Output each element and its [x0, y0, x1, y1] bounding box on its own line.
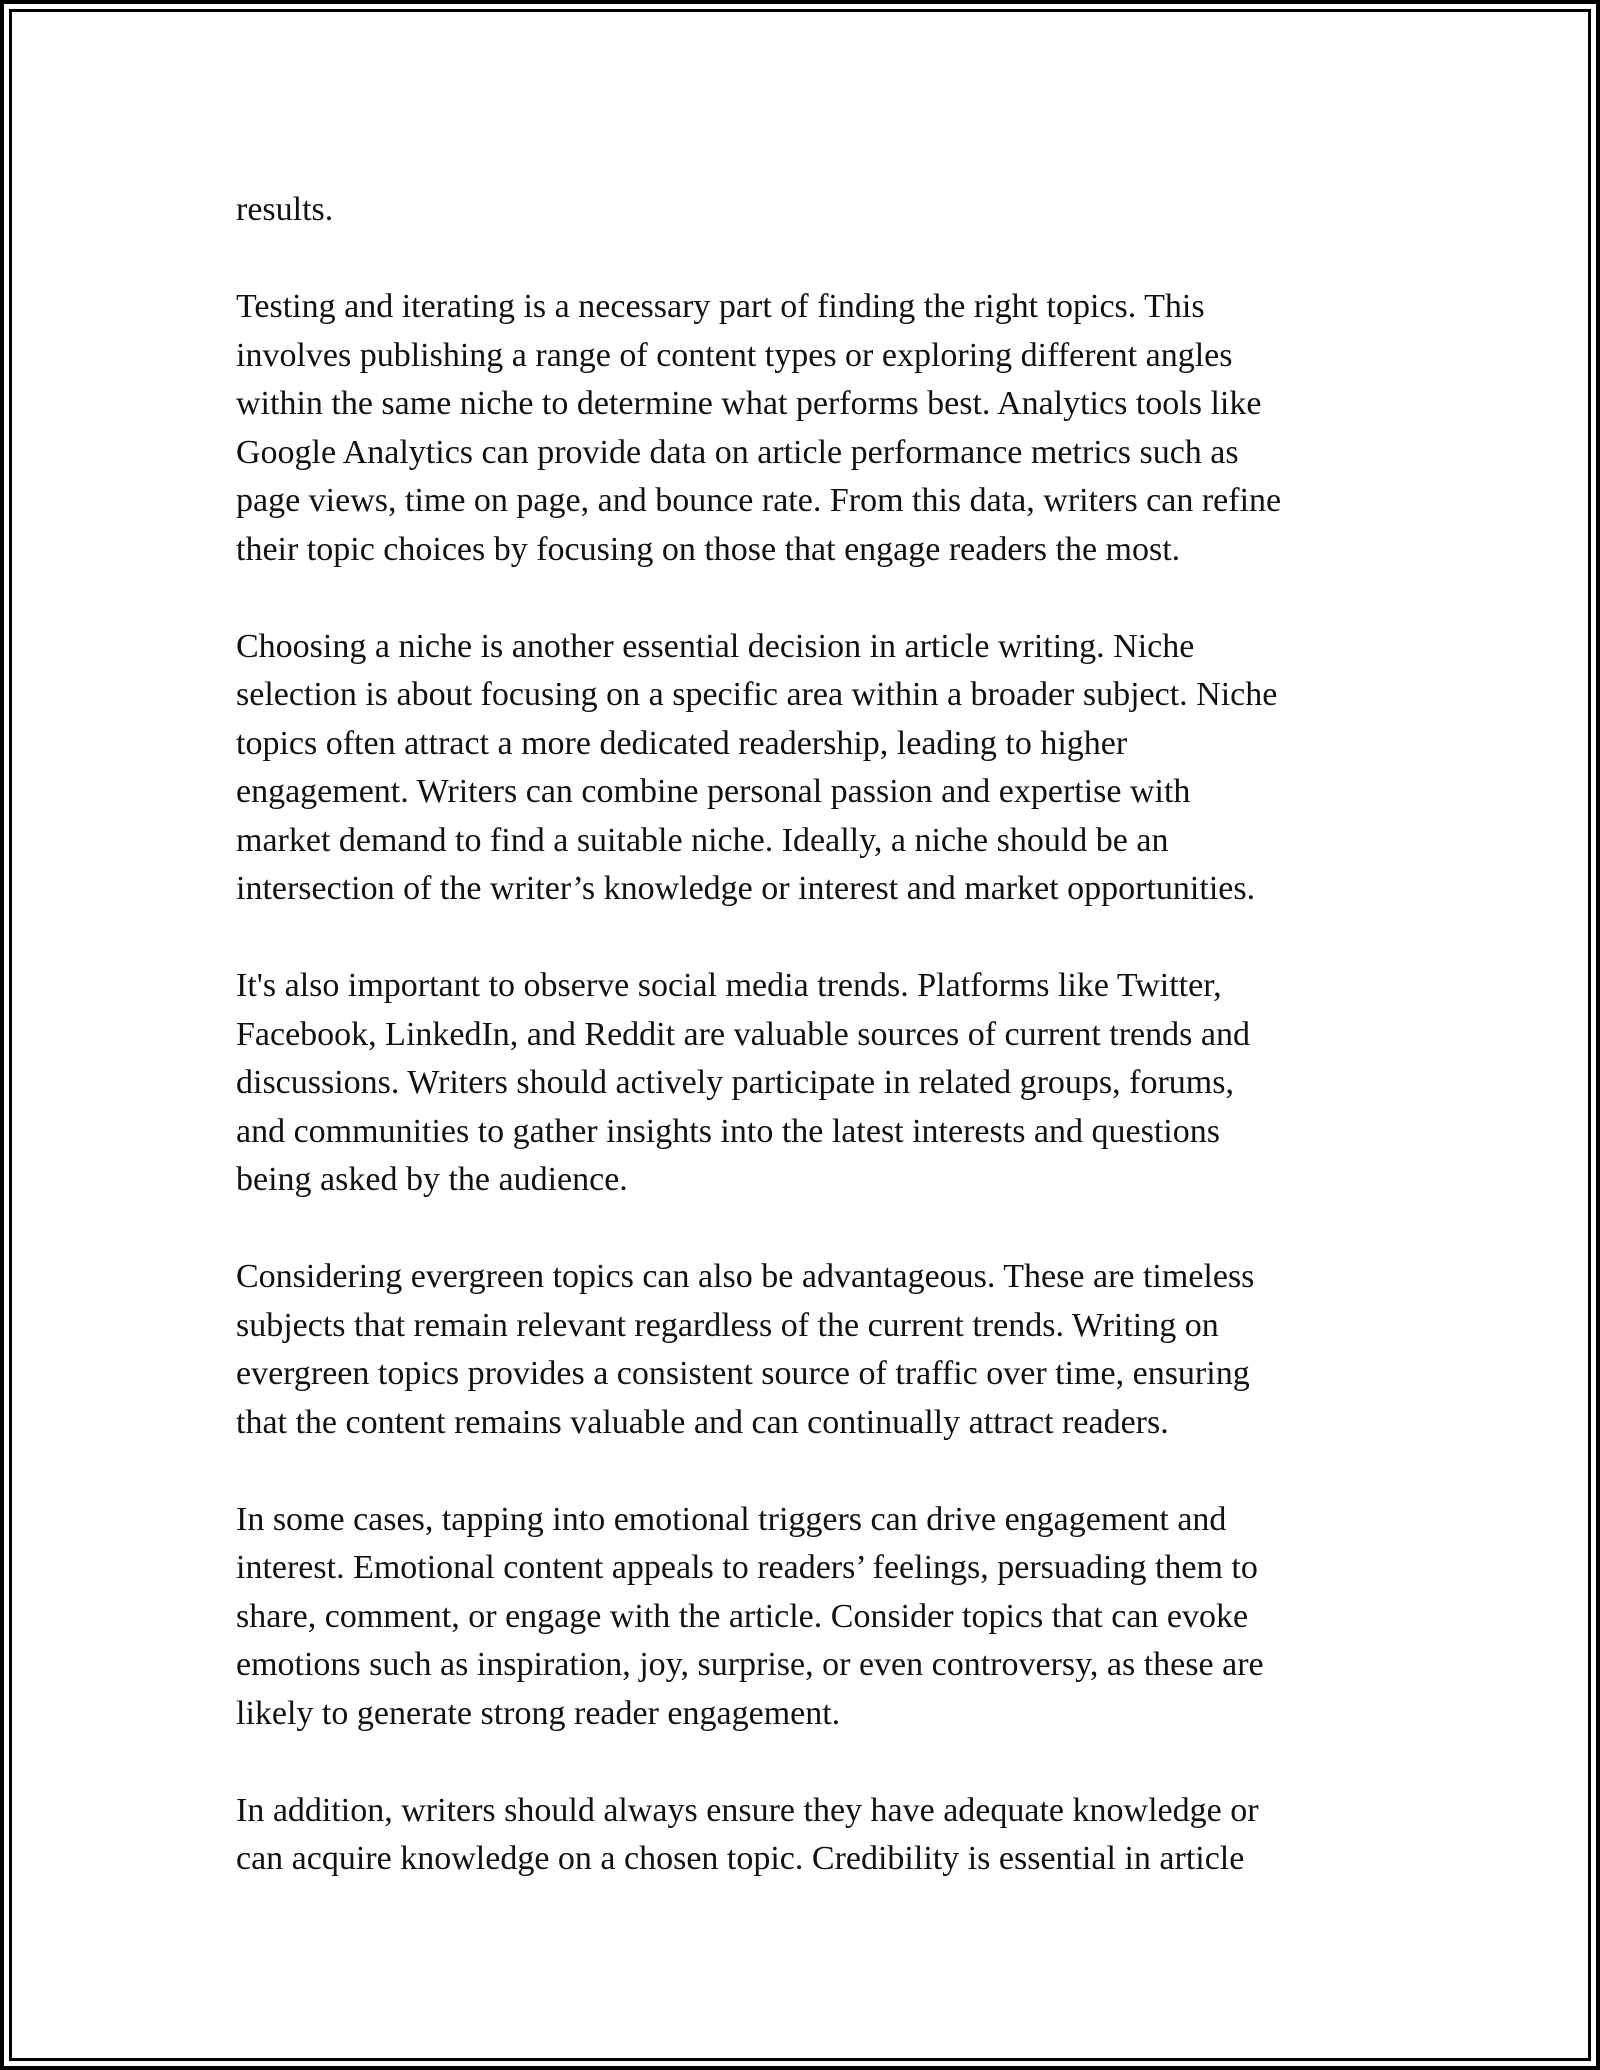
paragraph-evergreen-topics: Considering evergreen topics can also be advantageous. These are timeless subjects that remain relevant regardless of the current trends. Writing on evergreen topics provides a consistent source of traffic over time, ensuring that the content remains valuable and can continually attract readers. — [236, 1258, 1255, 1441]
paragraph-results-continuation: results. — [236, 191, 334, 228]
paragraph-choosing-niche: Choosing a niche is another essential decision in article writing. Niche selection is about focusing on a specific area within a broader subject. Niche topics often attract a more dedicated readership, leading to higher engagement. Writers can combine personal passion and expertise with market demand to find a suitable niche. Ideally, a niche should be an intersection of the writer’s knowledge or interest and market opportunities. — [236, 627, 1278, 907]
paragraph-social-media-trends: It's also important to observe social media trends. Platforms like Twitter, Facebook, LinkedIn, and Reddit are valuable sources of current trends and discussions. Writers should actively participate in related groups, forums, and communities to gather insights into the latest interests and questions being asked by the audience. — [236, 967, 1250, 1198]
paragraph-testing-iterating: Testing and iterating is a necessary part of finding the right topics. This involves publishing a range of content types or exploring different angles within the same niche to determine what performs best. Analytics tools like Google Analytics can provide data on article performance metrics such as page views, time on page, and bounce rate. From this data, writers can refine their topic choices by focusing on those that engage readers the most. — [236, 288, 1282, 568]
paragraph-adequate-knowledge: In addition, writers should always ensure they have adequate knowledge or can acquire knowledge on a chosen topic. Credibility is essential in article — [236, 1791, 1259, 1877]
paragraph-emotional-triggers: In some cases, tapping into emotional triggers can drive engagement and interest. Emotional content appeals to readers’ feelings, persuading them to share, comment, or engage with the article. Consider topics that can evoke emotions such as inspiration, joy, surprise, or even controversy, as these are likely to generate strong reader engagement. — [236, 1500, 1264, 1732]
document-body — [236, 186, 1376, 1932]
